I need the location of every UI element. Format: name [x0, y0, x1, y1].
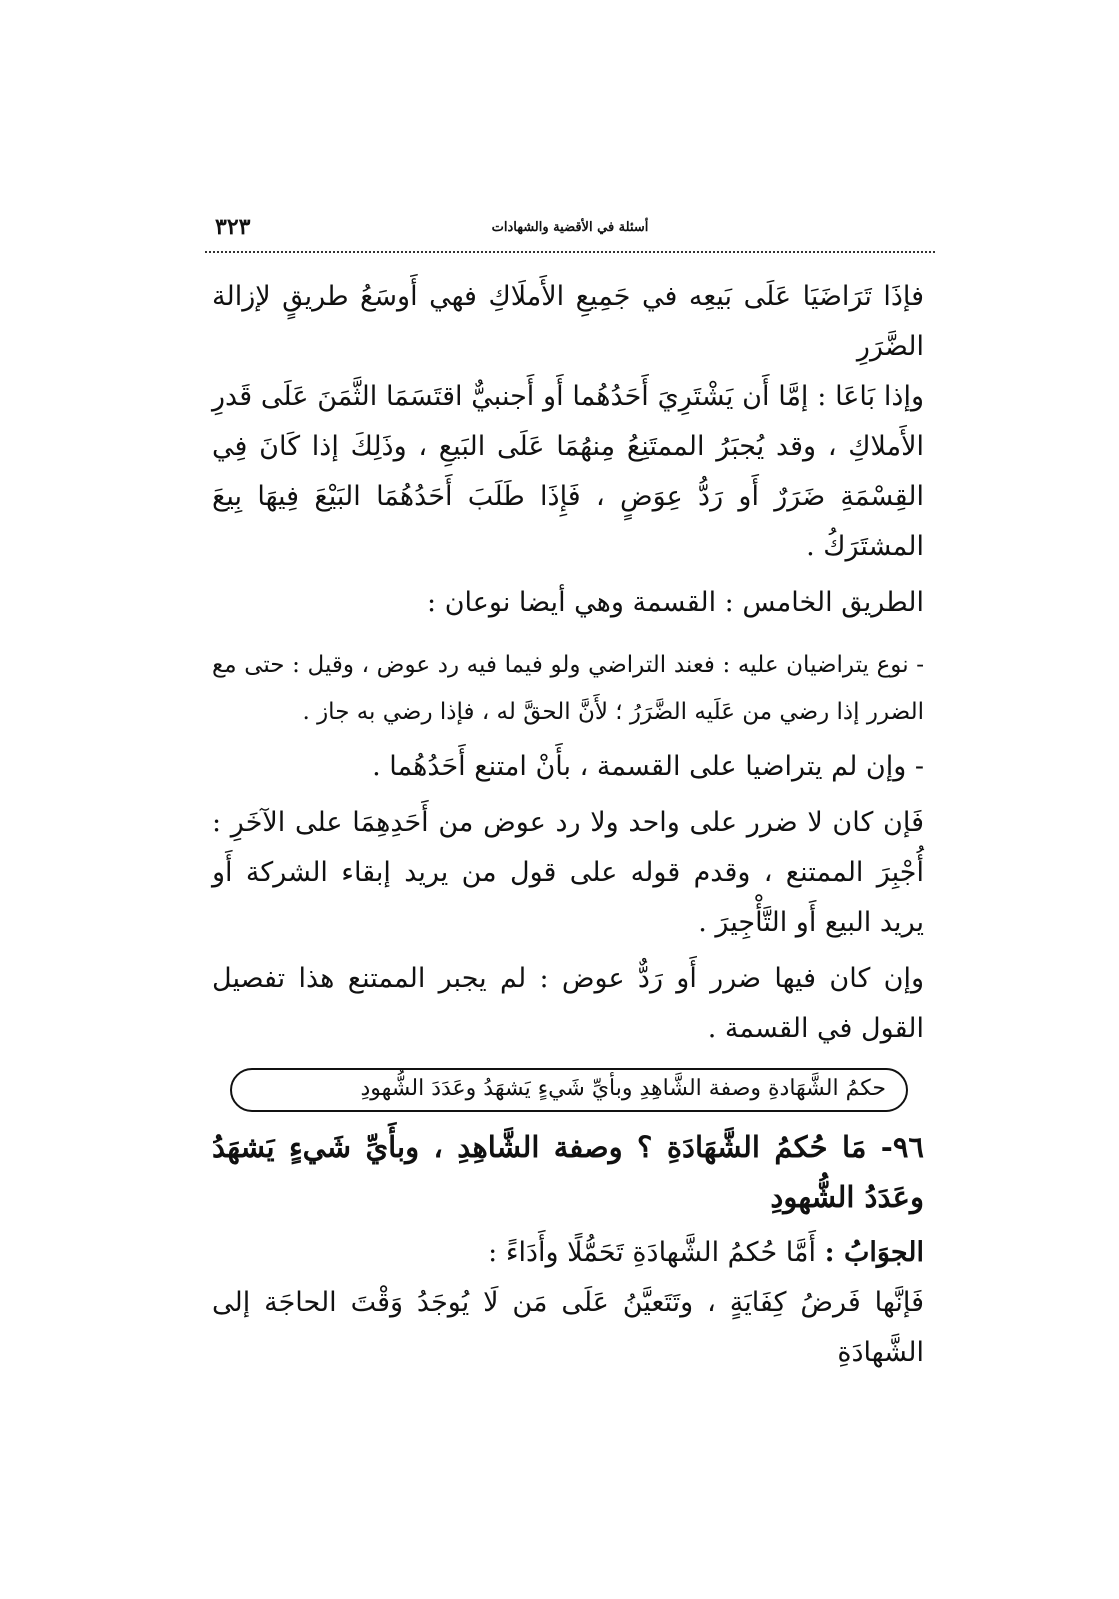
paragraph-fifth-method: الطريق الخامس : القسمة وهي أيضا نوعان : [427, 587, 924, 618]
section-heading: حكمُ الشَّهَادةِ وصفة الشَّاهِدِ وبأيِّ شَيءٍ يَشهَدُ وعَدَدَ الشُّهودِ [360, 1076, 886, 1101]
page-number: ٣٢٣ [215, 214, 251, 240]
page-body [212, 272, 924, 1378]
answer-label: الجوَابُ : [824, 1237, 924, 1268]
header-divider [205, 251, 935, 253]
paragraph-harm-case: وإن كان فيها ضرر أَو رَدٌّ عوض : لم يجبر الممتنع هذا تفصيل القول في القسمة . [212, 963, 924, 1044]
paragraph-sale-price-division: وإذا بَاعَا : إمَّا أَن يَشْتَرِيَ أَحَدُهُما أَو أَجنبيٌّ اقتَسَمَا الثَّمَنَ عَلَى قَدرِ الأَملاكِ ، وقد يُجبَرُ الممتَنِعُ مِنهُمَا عَلَى البَيعِ ، وذَلِكَ إذا كَانَ فِي القِسْمَةِ ضَرَرٌ أَو رَدُّ عِوَضٍ ، فَإِذَا طَلَبَ أَحَدُهُمَا البَيْعَ فِيهَا بِيعَ المشتَرَكُ . [212, 381, 924, 562]
paragraph-no-consent: - وإن لم يتراضيا على القسمة ، بأَنْ امتنع أَحَدُهُما . [372, 751, 924, 782]
question-96: ٩٦- مَا حُكمُ الشَّهَادَةِ ؟ وصفة الشَّاهِدِ ، وبأَيِّ شَيءٍ يَشهَدُ وعَدَدُ الشُّهودِ [212, 1130, 924, 1214]
paragraph-forced-division: فَإن كان لا ضرر على واحد ولا رد عوض من أَحَدِهِمَا على الآخَرِ : أُجْبِرَ الممتنع ، وقدم قوله على قول من يريد إبقاء الشركة أَو يريد البيع أَو التَّأْجِيرَ . [212, 807, 924, 938]
paragraph-mutual-consent: - نوع يتراضيان عليه : فعند التراضي ولو فيما فيه رد عوض ، وقيل : حتى مع الضرر إذا رضي من عَلَيه الضَّرَرُ ؛ لأَنَّ الحقَّ له ، فإذا رضي به جاز . [212, 652, 924, 725]
section-heading-box [230, 1068, 908, 1112]
answer-intro: أَمَّا حُكمُ الشَّهادَةِ تَحَمُّلًا وأَدَاءً : [488, 1237, 816, 1268]
running-title: أسئلة في الأقضية والشهادات [491, 220, 649, 235]
answer-text: فَإنَّها فَرضُ كِفَايَةٍ ، وتَتَعيَّنُ عَلَى مَن لَا يُوجَدُ وَقْتَ الحاجَة إلى الشَّهادَةِ [212, 1287, 924, 1368]
answer-intro-line [212, 1228, 924, 1278]
paragraph-sale-agreement: فإذَا تَرَاضَيَا عَلَى بَيعِه في جَمِيعِ الأَملَاكِ فهي أَوسَعُ طريقٍ لإزالة الضَّرَرِ [212, 281, 924, 362]
page-header [205, 214, 935, 250]
